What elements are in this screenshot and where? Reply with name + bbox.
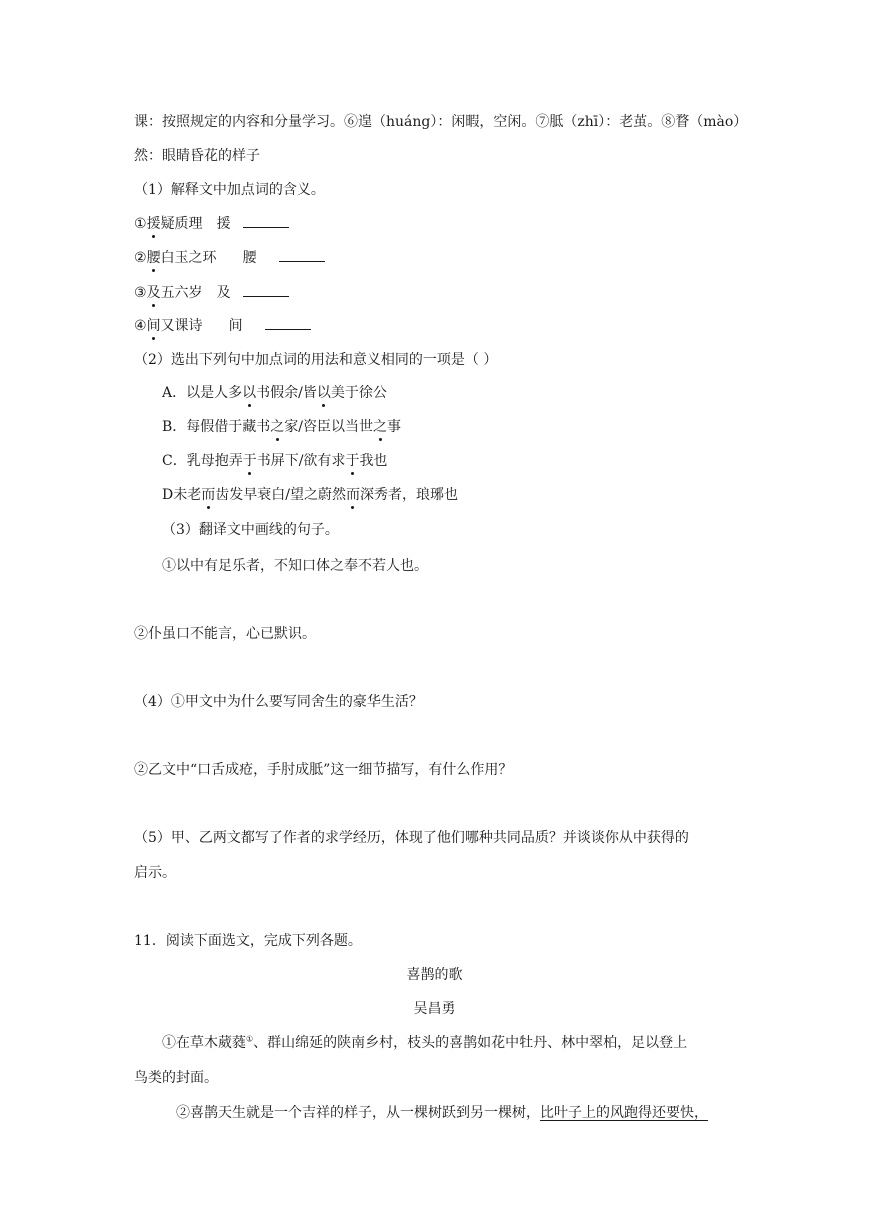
- question-1-title: （1）解释文中加点词的含义。: [134, 182, 325, 198]
- question-2-title: （2）选出下列句中加点词的用法和意义相同的一项是（ ）: [134, 352, 498, 368]
- q3-sentence-1: ①以中有足乐者，不知口体之奉不若人也。: [162, 558, 428, 574]
- question-5-line-1: （5）甲、乙两文都写了作者的求学经历，体现了他们哪种共同品质？并谈谈你从中获得的: [134, 830, 689, 846]
- q2-option-d: D未老而齿发早衰白/望之蔚然而深秀者，琅琊也: [162, 487, 458, 503]
- q2-option-c: C．乳母抱弄于书屏下/欲有求于我也: [162, 453, 388, 469]
- q4-part-2: ②乙文中“口舌成疮，手肘成胝”这一细节描写，有什么作用？: [134, 762, 513, 778]
- article-author: 吴昌勇: [413, 1001, 456, 1017]
- q1-item-4: ④间又课诗 间: [134, 315, 311, 335]
- article-paragraph-1: ①在草木葳蕤①、群山绵延的陕南乡村，枝头的喜鹊如花中牡丹、林中翠柏，足以登上: [162, 1034, 688, 1051]
- underlined-sentence: 比叶子上的风跑得还要快，: [540, 1105, 708, 1121]
- footnote-marker[interactable]: ①: [246, 1034, 254, 1044]
- article-paragraph-1-cont: 鸟类的封面。: [134, 1070, 218, 1086]
- q2-option-b: B．每假借于藏书之家/咨臣以当世之事: [162, 419, 402, 435]
- q3-sentence-2: ②仆虽口不能言，心已默识。: [134, 626, 316, 642]
- answer-blank[interactable]: [243, 213, 289, 228]
- q1-item-1: ①援疑质理 援: [134, 213, 289, 233]
- answer-blank[interactable]: [243, 282, 289, 297]
- answer-blank[interactable]: [265, 315, 311, 330]
- annotation-line-1: 课：按照规定的内容和分量学习。⑥遑（huáng）：闲暇，空闲。⑦胝（zhī）：老茧。⑧瞀（mào）: [134, 114, 748, 130]
- question-11-title: 11．阅读下面选文，完成下列各题。: [134, 933, 362, 949]
- question-3-title: （3）翻译文中画线的句子。: [162, 522, 339, 538]
- q2-option-a: A．以是人多以书假余/皆以美于徐公: [162, 385, 387, 401]
- question-5-line-2: 启示。: [134, 865, 176, 881]
- article-title: 喜鹊的歌: [406, 967, 463, 983]
- annotation-line-2: 然：眼睛昏花的样子: [134, 148, 260, 164]
- article-paragraph-2: ②喜鹊天生就是一个吉祥的样子，从一棵树跃到另一棵树，比叶子上的风跑得还要快，: [176, 1105, 708, 1121]
- question-4-title: （4）①甲文中为什么要写同舍生的豪华生活？: [134, 694, 423, 710]
- answer-blank[interactable]: [279, 247, 325, 262]
- q1-item-3: ③及五六岁 及: [134, 282, 289, 302]
- q1-item-2: ②腰白玉之环 腰: [134, 247, 325, 267]
